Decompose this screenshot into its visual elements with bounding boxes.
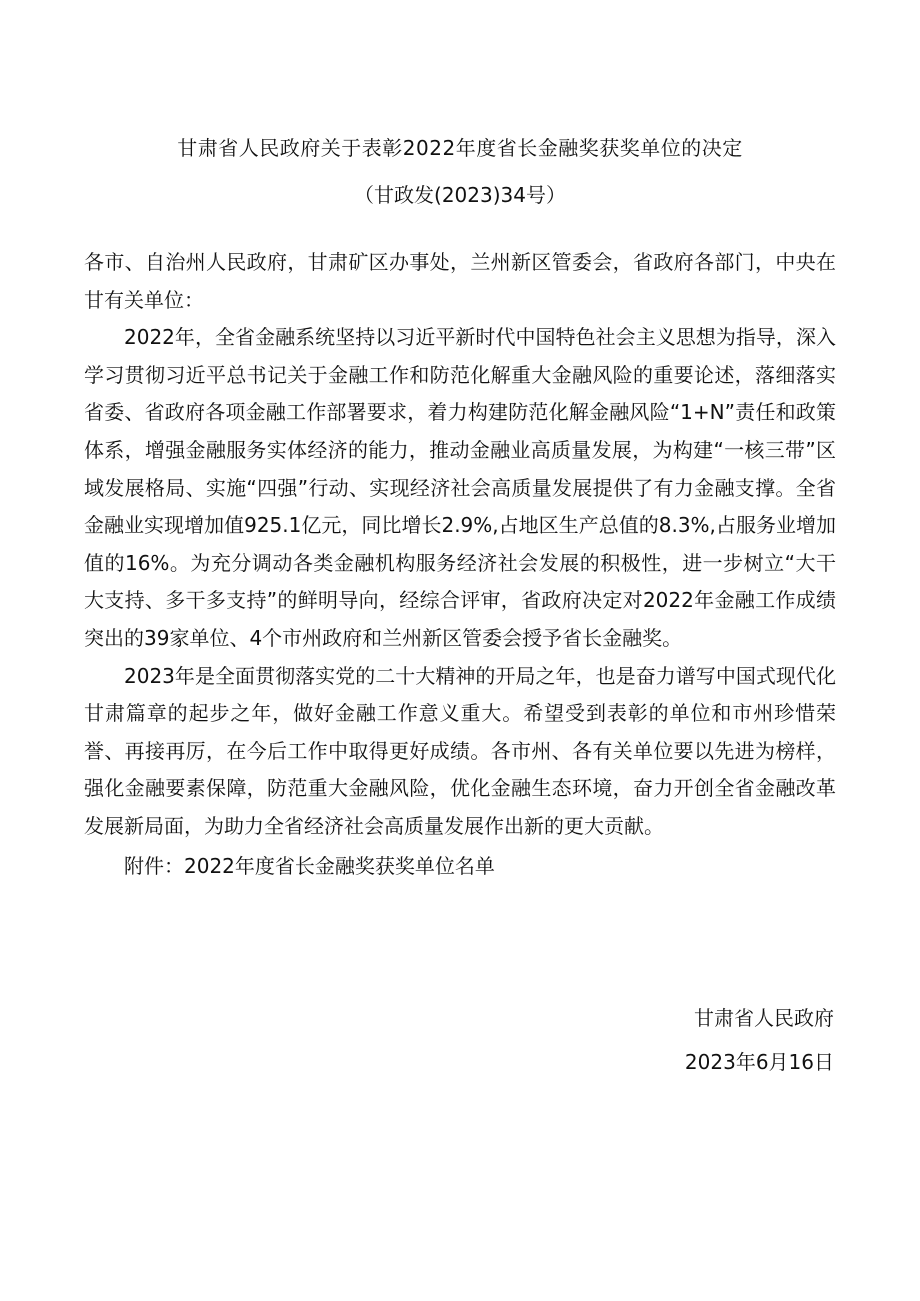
- paragraph-expectation: 2023年是全面贯彻落实党的二十大精神的开局之年，也是奋力谱写中国式现代化甘肃篇章的起步之年，做好金融工作意义重大。希望受到表彰的单位和市州珍惜荣誉、再接再厉，在今后工作中取得更好成绩。各市州、各有关单位要以先进为榜样，强化金融要素保障，防范重大金融风险，优化金融生态环境，奋力开创全省金融改革发展新局面，为助力全省经济社会高质量发展作出新的更大贡献。: [84, 663, 836, 838]
- addressee: 各市、自治州人民政府，甘肃矿区办事处，兰州新区管委会，省政府各部门，中央在甘有关单位：: [84, 250, 836, 312]
- issuer-signature: 甘肃省人民政府: [694, 1006, 834, 1030]
- document-number: （甘政发(2023)34号）: [354, 183, 566, 207]
- document-body: [84, 244, 836, 885]
- document-title: 甘肃省人民政府关于表彰2022年度省长金融奖获奖单位的决定: [177, 136, 743, 160]
- issue-date: 2023年6月16日: [684, 1050, 834, 1074]
- paragraph-commendation: 2022年，全省金融系统坚持以习近平新时代中国特色社会主义思想为指导，深入学习贯彻习近平总书记关于金融工作和防范化解重大金融风险的重要论述，落细落实省委、省政府各项金融工作部署要求，着力构建防范化解金融风险“1+N”责任和政策体系，增强金融服务实体经济的能力，推动金融业高质量发展，为构建“一核三带”区域发展格局、实施“四强”行动、实现经济社会高质量发展提供了有力金融支撑。全省金融业实现增加值925.1亿元，同比增长2.9%,占地区生产总值的8.3%,占服务业增加值的16%。为充分调动各类金融机构服务经济社会发展的积极性，进一步树立“大干大支持、多干多支持”的鲜明导向，经综合评审，省政府决定对2022年金融工作成绩突出的39家单位、4个市州政府和兰州新区管委会授予省长金融奖。: [84, 325, 836, 650]
- attachment-line: 附件：2022年度省长金融奖获奖单位名单: [124, 853, 495, 878]
